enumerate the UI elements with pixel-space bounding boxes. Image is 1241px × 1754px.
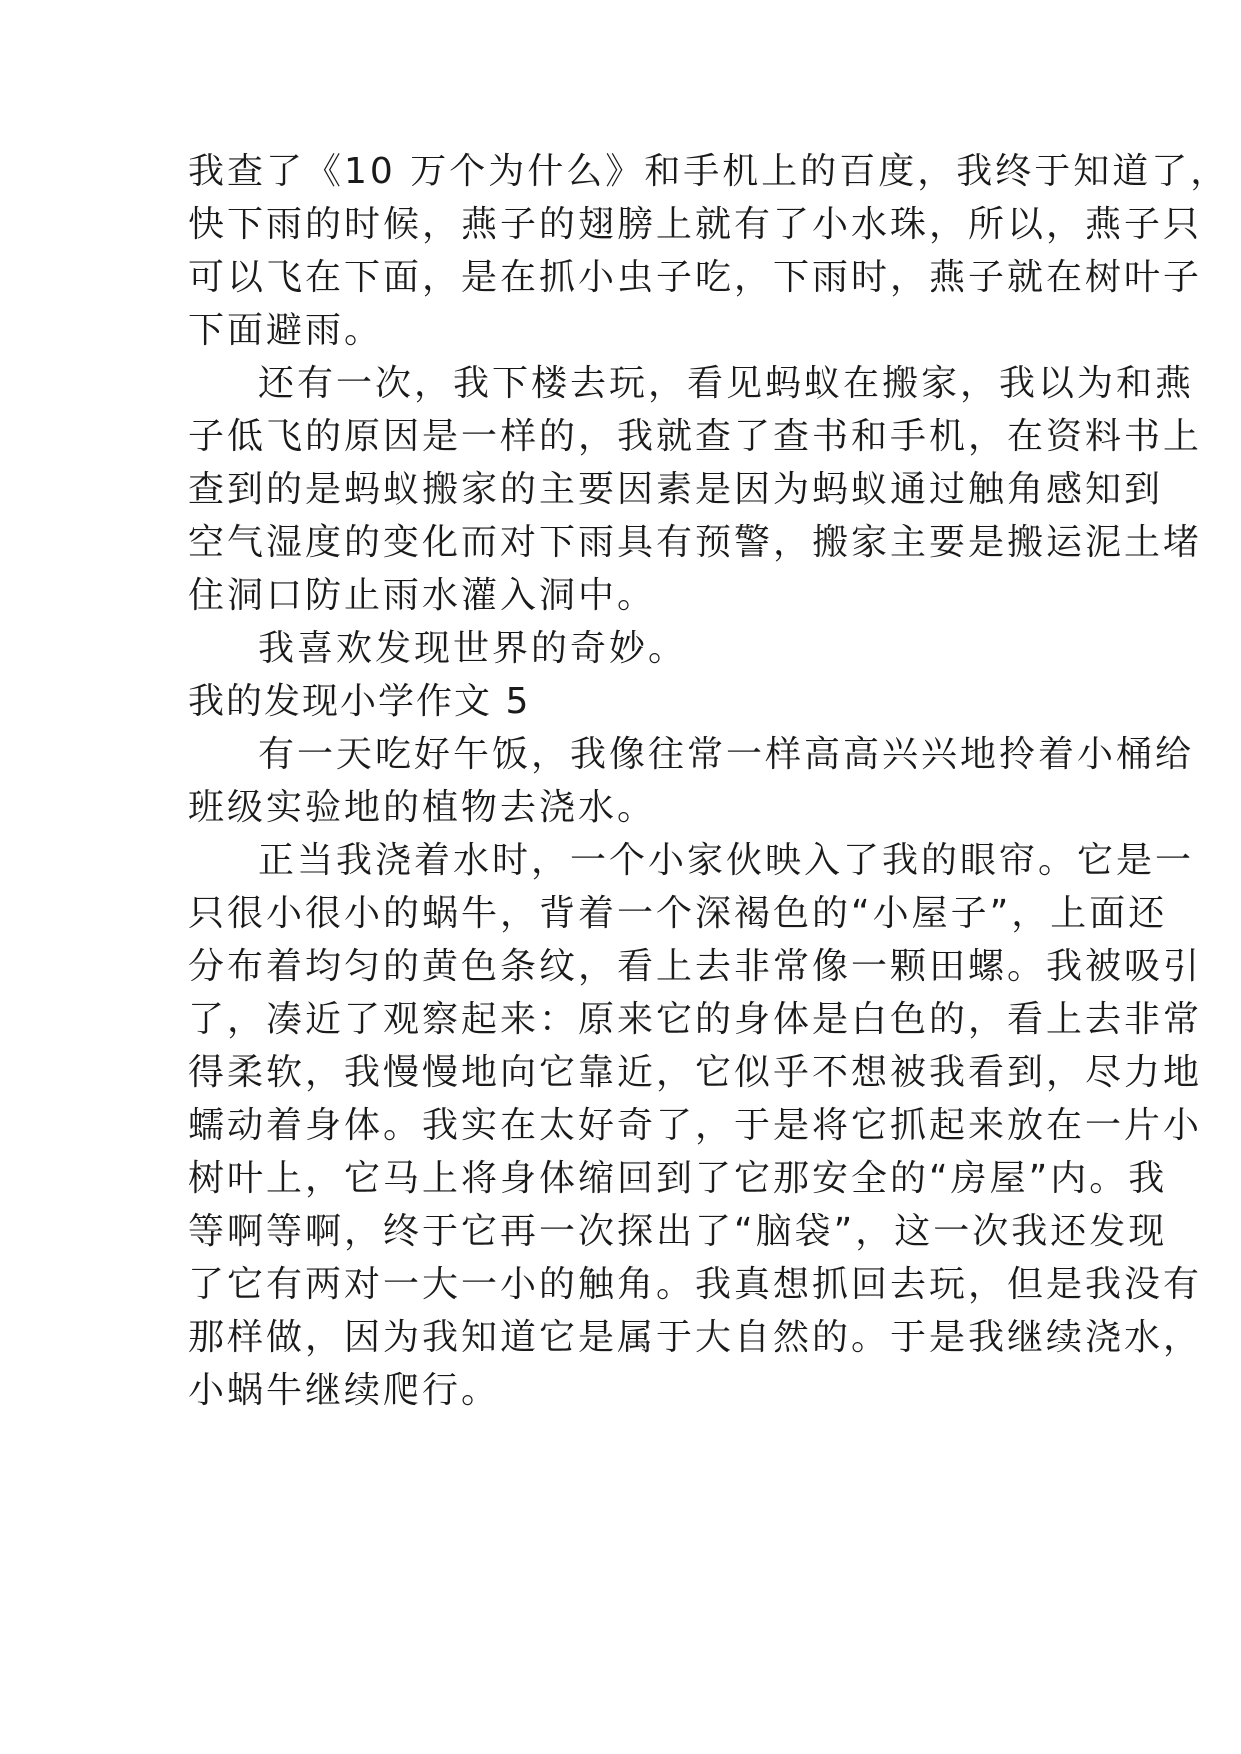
text-line: 分布着均匀的黄色条纹，看上去非常像一颗田螺。我被吸引	[188, 946, 1203, 987]
text-line: 了它有两对一大一小的触角。我真想抓回去玩，但是我没有	[188, 1264, 1203, 1305]
text-line: 快下雨的时候，燕子的翅膀上就有了小水珠，所以，燕子只	[188, 204, 1203, 245]
text-line: 下面避雨。	[188, 310, 384, 351]
text-line: 可以飞在下面，是在抓小虫子吃，下雨时，燕子就在树叶子	[188, 257, 1203, 298]
text-line: 我查了《10 万个为什么》和手机上的百度，我终于知道了，	[188, 151, 1230, 192]
text-line: 班级实验地的植物去浇水。	[188, 787, 657, 828]
text-line: 了，凑近了观察起来：原来它的身体是白色的，看上去非常	[188, 999, 1203, 1040]
paragraph-start-line: 正当我浇着水时，一个小家伙映入了我的眼帘。它是一	[258, 840, 1195, 881]
section-title: 我的发现小学作文 5	[188, 681, 531, 722]
text-line: 等啊等啊，终于它再一次探出了“脑袋”，这一次我还发现	[188, 1211, 1168, 1252]
text-line: 住洞口防止雨水灌入洞中。	[188, 575, 657, 616]
text-line: 小蜗牛继续爬行。	[188, 1370, 501, 1411]
paragraph-start-line: 有一天吃好午饭，我像往常一样高高兴兴地拎着小桶给	[258, 734, 1195, 775]
paragraph-start-line: 还有一次，我下楼去玩，看见蚂蚁在搬家，我以为和燕	[258, 363, 1195, 404]
text-line: 蠕动着身体。我实在太好奇了，于是将它抓起来放在一片小	[188, 1105, 1203, 1146]
text-line: 空气湿度的变化而对下雨具有预警，搬家主要是搬运泥土堵	[188, 522, 1203, 563]
text-line: 查到的是蚂蚁搬家的主要因素是因为蚂蚁通过触角感知到	[188, 469, 1164, 510]
text-line: 得柔软，我慢慢地向它靠近，它似乎不想被我看到，尽力地	[188, 1052, 1203, 1093]
paragraph-start-line: 我喜欢发现世界的奇妙。	[258, 628, 688, 669]
text-line: 子低飞的原因是一样的，我就查了查书和手机，在资料书上	[188, 416, 1203, 457]
text-line: 只很小很小的蜗牛，背着一个深褐色的“小屋子”，上面还	[188, 893, 1168, 934]
text-line: 树叶上，它马上将身体缩回到了它那安全的“房屋”内。我	[188, 1158, 1168, 1199]
text-line: 那样做，因为我知道它是属于大自然的。于是我继续浇水，	[188, 1317, 1203, 1358]
